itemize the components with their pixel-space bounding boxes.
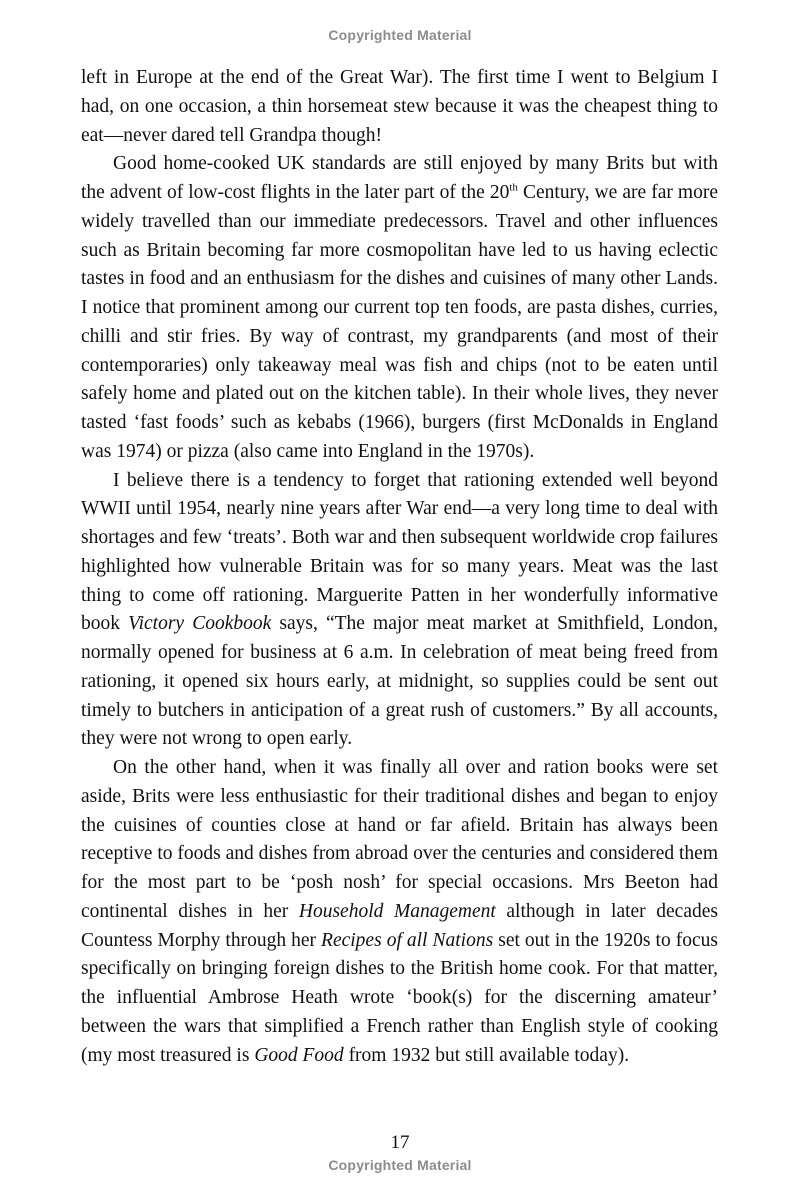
paragraph-text-run: Good home-cooked UK standards are still enjoyed by many Brits but with the advent of low-cost flights in the later part of the 20 <box>81 153 718 203</box>
italic-title-text: Household Management <box>298 900 496 922</box>
paragraph-text-run: although in later decades Countess Morphy through her <box>81 900 718 951</box>
italic-title-text: Victory Cookbook <box>128 613 272 635</box>
page-body-text <box>81 64 718 1070</box>
paragraph-text-run: set out in the 1920s to focus specifically on bringing foreign dishes to the British home cook. For that matter, the influential Ambrose Heath wrote ‘book(s) for the discerning amateur’ between the wars that simplified a French rather than English style of cooking (my most treasured is <box>81 929 718 1066</box>
paragraph-text-run: On the other hand, when it was finally all over and ration books were set aside, Brits were less enthusiastic for their traditional dishes and began to enjoy the cuisines of counties close at hand or far afield. Britain has always been receptive to foods and dishes from abroad over the centuries and considered them for the most part to be ‘posh nosh’ for special occasions. Mrs Beeton had continental dishes in her <box>81 757 718 922</box>
superscript-text: th <box>509 181 518 194</box>
body-paragraph <box>81 467 718 755</box>
paragraph-text-run: left in Europe at the end of the Great War). The first time I went to Belgium I had, on one occasion, a thin horsemeat stew because it was the cheapest thing to eat—never dared tell Grandpa though! <box>81 67 718 146</box>
paragraph-text-run: says, “The major meat market at Smithfield, London, normally opened for business at 6 a.m. In celebration of meat being freed from rationing, it opened six hours early, at midnight, so supplies could be sent out timely to butchers in anticipation of a great rush of customers.” By all accounts, they were not wrong to open early. <box>81 613 719 750</box>
paragraph-text-run: Century, we are far more widely travelled than our immediate predecessors. Travel and other influences such as Britain becoming far more cosmopolitan have led to us having eclectic tastes in food and an enthusiasm for the dishes and cuisines of many other Lands. I notice that prominent among our current top ten foods, are pasta dishes, curries, chilli and stir fries. By way of contrast, my grandparents (and most of their contemporaries) only takeaway meal was fish and chips (not to be eaten until safely home and plated out on the kitchen table). In their whole lives, they never tasted ‘fast foods’ such as kebabs (1966), burgers (first McDonalds in England was 1974) or pizza (also came into England in the 1970s). <box>81 182 718 462</box>
page-number: 17 <box>390 1132 410 1153</box>
copyright-watermark-bottom: Copyrighted Material <box>328 1157 472 1173</box>
body-paragraph <box>81 150 718 466</box>
italic-title-text: Recipes of all Nations <box>321 929 494 951</box>
italic-title-text: Good Food <box>254 1044 344 1066</box>
paragraph-text-run: I believe there is a tendency to forget that rationing extended well beyond WWII until 1954, nearly nine years after War end—a very long time to deal with shortages and few ‘treats’. Both war and then subsequent worldwide crop failures highlighted how vulnerable Britain was for so many years. Meat was the last thing to come off rationing. Marguerite Patten in her wonderfully informative book <box>81 469 718 635</box>
body-paragraph <box>81 754 718 1070</box>
body-paragraph <box>81 64 718 150</box>
copyright-watermark-top: Copyrighted Material <box>328 27 472 43</box>
paragraph-text-run: from 1932 but still available today). <box>343 1044 630 1066</box>
